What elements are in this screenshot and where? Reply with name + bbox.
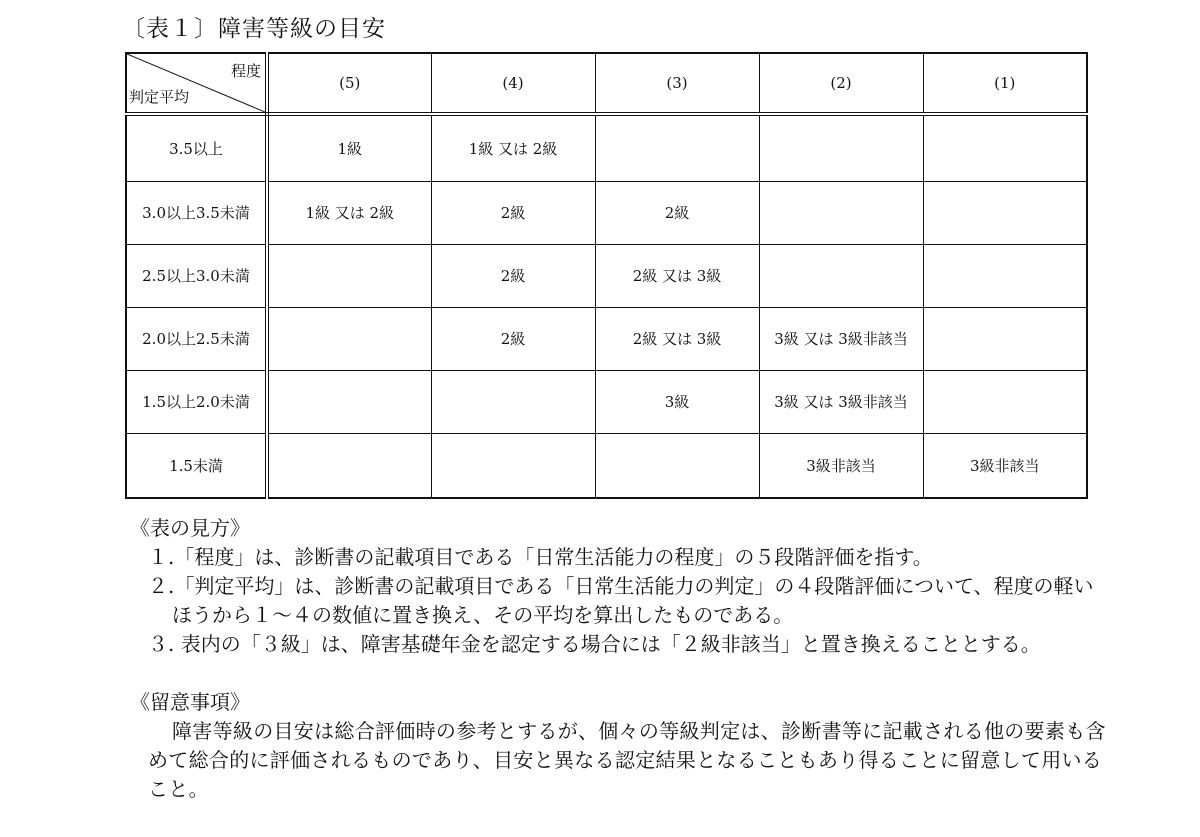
corner-label-degree: 程度 — [230, 62, 261, 80]
table-cell — [267, 370, 431, 433]
table-cell: 2級 — [431, 181, 595, 244]
table-row — [126, 181, 1087, 244]
table-cell: 1級 又は 2級 — [267, 181, 431, 244]
table-cell — [923, 370, 1087, 433]
column-header: (3) — [595, 53, 759, 114]
table-cell — [595, 433, 759, 498]
spacer — [130, 659, 1110, 688]
row-label: 2.0以上2.5未満 — [126, 307, 267, 370]
table-cell: 2級 — [431, 307, 595, 370]
note-item: １.「程度」は、診断書の記載項目である「日常生活能力の程度」の５段階評価を指す。 — [148, 545, 933, 569]
table-cell: 2級 又は 3級 — [595, 244, 759, 307]
column-header: (1) — [923, 53, 1087, 114]
document-title: 〔表１〕障害等級の目安 — [122, 16, 386, 42]
column-header: (5) — [267, 53, 431, 114]
table-cell — [431, 370, 595, 433]
column-header: (4) — [431, 53, 595, 114]
grade-table — [125, 52, 1088, 499]
table-cell — [595, 114, 759, 181]
table-cell — [923, 307, 1087, 370]
note-item: ２.「判定平均」は、診断書の記載項目である「日常生活能力の判定」の４段階評価について、程度の軽いほうから１～４の数値に置き換え、その平均を算出したものである。 — [148, 574, 1094, 627]
notes-heading: 《表の見方》 — [130, 516, 250, 540]
table-cell: 3級非該当 — [759, 433, 923, 498]
corner-cell — [126, 53, 267, 114]
row-label: 1.5未満 — [126, 433, 267, 498]
row-label: 2.5以上3.0未満 — [126, 244, 267, 307]
table-cell: 3級 又は 3級非該当 — [759, 307, 923, 370]
table-cell — [759, 114, 923, 181]
table-cell — [759, 181, 923, 244]
remarks-heading: 《留意事項》 — [130, 690, 250, 714]
table-cell: 3級 又は 3級非該当 — [759, 370, 923, 433]
table-cell — [923, 114, 1087, 181]
table-row — [126, 370, 1087, 433]
table-cell — [267, 307, 431, 370]
table-cell — [267, 433, 431, 498]
table-cell — [267, 244, 431, 307]
table-cell: 3級非該当 — [923, 433, 1087, 498]
table-cell: 2級 — [431, 244, 595, 307]
table-row — [126, 433, 1087, 498]
row-label: 3.0以上3.5未満 — [126, 181, 267, 244]
row-label: 1.5以上2.0未満 — [126, 370, 267, 433]
table-cell: 3級 — [595, 370, 759, 433]
table-cell — [923, 181, 1087, 244]
corner-label-judgment-average: 判定平均 — [129, 88, 190, 106]
table-cell: 1級 又は 2級 — [431, 114, 595, 181]
table-cell: 2級 又は 3級 — [595, 307, 759, 370]
table-cell: 2級 — [595, 181, 759, 244]
table-cell — [431, 433, 595, 498]
notes-section — [130, 514, 1110, 804]
table-row — [126, 244, 1087, 307]
remarks-text: 障害等級の目安は総合評価時の参考とするが、個々の等級判定は、診断書等に記載される他の要素も含めて総合的に評価されるものであり、目安と異なる認定結果となることもあり得ることに留意して用いること。 — [148, 719, 1106, 801]
table-row — [126, 307, 1087, 370]
table-row — [126, 114, 1087, 181]
column-header: (2) — [759, 53, 923, 114]
table-header-row — [126, 53, 1087, 114]
note-item: ３. 表内の「３級」は、障害基礎年金を認定する場合には「２級非該当」と置き換えることとする。 — [148, 632, 1041, 656]
table-cell — [759, 244, 923, 307]
row-label: 3.5以上 — [126, 114, 267, 181]
table-cell — [923, 244, 1087, 307]
table-cell: 1級 — [267, 114, 431, 181]
